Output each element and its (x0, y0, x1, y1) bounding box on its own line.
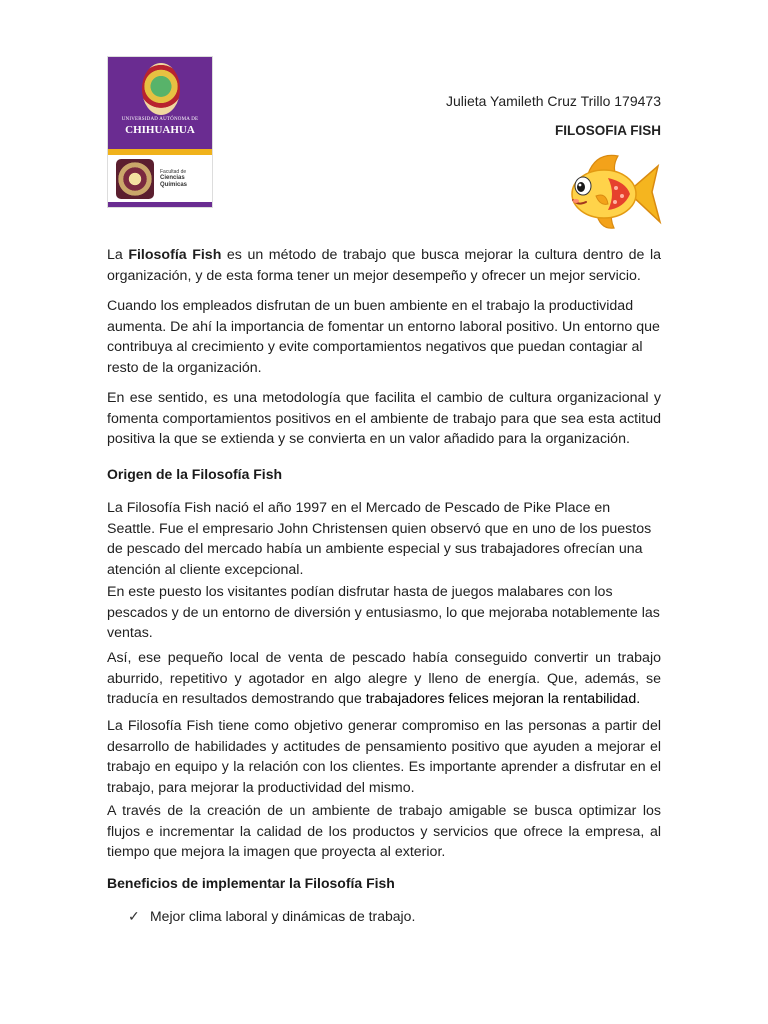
university-logo (107, 56, 213, 208)
benefit-list-item (128, 908, 415, 925)
faculty-line1: Facultad de (160, 169, 187, 175)
paragraph-environment: Cuando los empleados disfrutan de un buen ambiente en el trabajo la productividad aumenta. De ahí la importancia de fomentar un entorno laboral positivo. Un entorno que contribuya al crecimiento y evite comportamientos negativos que puedan contagiar al resto de la organización. (107, 298, 660, 376)
faculty-seal-icon (116, 159, 154, 199)
author-line: Julieta Yamileth Cruz Trillo 179473 (445, 93, 661, 109)
intro-rest: es un método de trabajo que busca mejorar la cultura dentro de la organización, y de esta forma tener un mejor desempeño y ofrecer un mejor servicio. (107, 247, 661, 284)
paragraph-objective: La Filosofía Fish tiene como objetivo generar compromiso en las personas a partir del desarrollo de habilidades y actitudes de pensamiento positivo que ayuden a mejorar el trabajo en equipo y la relación con los clientes. Es importante aprender a disfrutar en el trabajo, para mejorar la productividad del mismo. (107, 718, 661, 796)
logo-university-name: CHIHUAHUA (125, 124, 195, 136)
logo-university-line: UNIVERSIDAD AUTÓNOMA DE (121, 117, 199, 122)
heading-origin: Origen de la Filosofía Fish (107, 466, 283, 482)
faculty-line3: Químicas (160, 182, 188, 188)
paragraph-result (107, 648, 661, 710)
university-seal-icon (142, 63, 180, 115)
faculty-name (160, 169, 208, 189)
checkmark-icon: ✓ (128, 908, 140, 924)
result-emphasis: trabajadores felices mejoran la rentabilidad. (365, 691, 641, 707)
fish-icon (566, 152, 662, 234)
paragraph-origin: La Filosofía Fish nació el año 1997 en el Mercado de Pescado de Pike Place en Seattle. Fue el empresario John Christensen quien observó que en uno de los puestos de pescado del mercado había un ambiente especial y sus trabajadores ofrecían una atención al cliente excepcional. (107, 500, 652, 578)
intro-term: Filosofía Fish (128, 247, 222, 263)
paragraph-juggling: En este puesto los visitantes podían disfrutar hasta de juegos malabares con los pescados y de un entorno de diversión y entusiasmo, lo que mejoraba notablemente las ventas. (107, 584, 660, 641)
intro-prefix: La (107, 247, 129, 263)
paragraph-methodology: En ese sentido, es una metodología que facilita el cambio de cultura organizacional y fomenta comportamientos positivos en el ambiente de trabajo para que sea esta actitud positiva la que se extienda y se convierta en un valor añadido para la organización. (107, 390, 661, 447)
paragraph-intro (107, 245, 661, 286)
document-title: FILOSOFIA FISH (555, 123, 661, 138)
logo-bottom-stripe (108, 202, 212, 207)
benefit-text: Mejor clima laboral y dinámicas de trabajo. (150, 908, 416, 924)
result-text: Así, ese pequeño local de venta de pescado había conseguido convertir un trabajo aburrido, repetitivo y agotador en algo alegre y lleno de energía. Que, además, se traducía en resultados demostrando que (107, 650, 661, 707)
faculty-line2: Ciencias (160, 175, 185, 181)
logo-gold-stripe (108, 149, 212, 155)
paragraph-workflow: A través de la creación de un ambiente de trabajo amigable se busca optimizar los flujos e incrementar la calidad de los productos y servicios que ofrece la empresa, al tiempo que mejora la imagen que proyecta al exterior. (107, 803, 661, 860)
heading-benefits: Beneficios de implementar la Filosofía Fish (107, 875, 395, 891)
